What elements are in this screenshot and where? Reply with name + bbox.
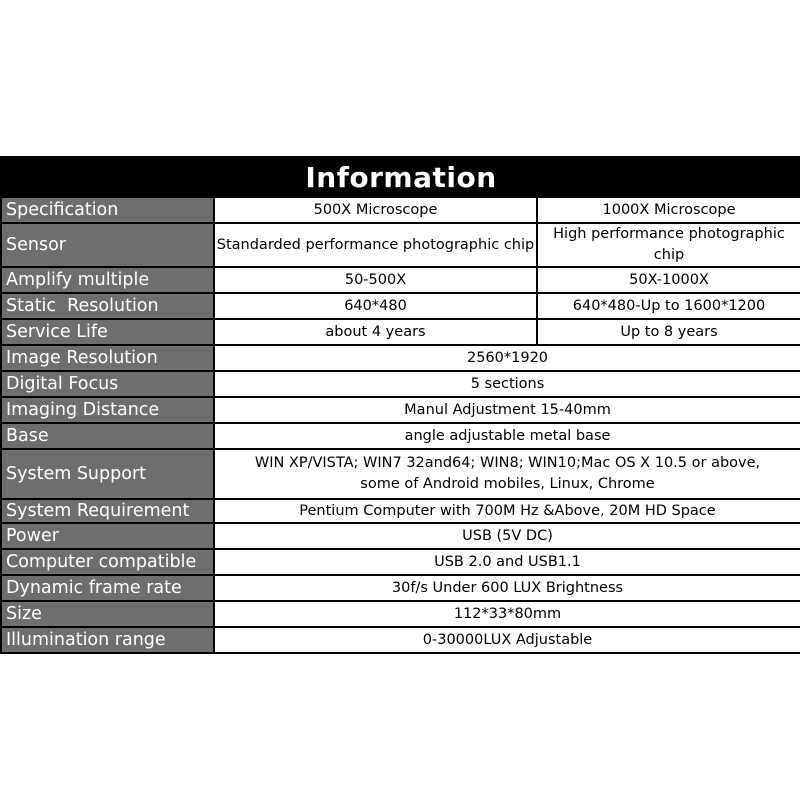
row-label: Computer compatible: [1, 549, 214, 575]
table-row: [1, 523, 800, 549]
row-value: 30f/s Under 600 LUX Brightness: [214, 575, 800, 601]
row-label: Service Life: [1, 319, 214, 345]
row-value: about 4 years: [214, 319, 537, 345]
row-value: 50X-1000X: [537, 267, 800, 293]
row-value: 640*480: [214, 293, 537, 319]
row-value: 1000X Microscope: [537, 197, 800, 223]
table-row: [1, 345, 800, 371]
row-value: 500X Microscope: [214, 197, 537, 223]
row-label: Imaging Distance: [1, 397, 214, 423]
row-label: Amplify multiple: [1, 267, 214, 293]
table-row: [1, 423, 800, 449]
table-row: [1, 223, 800, 267]
row-value: Pentium Computer with 700M Hz &Above, 20M HD Space: [214, 499, 800, 523]
title-row: [1, 157, 800, 197]
table-row: [1, 499, 800, 523]
row-value: angle adjustable metal base: [214, 423, 800, 449]
table-row: [1, 397, 800, 423]
row-label: Dynamic frame rate: [1, 575, 214, 601]
row-label: Specification: [1, 197, 214, 223]
row-label: Base: [1, 423, 214, 449]
row-value: USB 2.0 and USB1.1: [214, 549, 800, 575]
row-value: WIN XP/VISTA; WIN7 32and64; WIN8; WIN10;Mac OS X 10.5 or above, some of Android mobiles, Linux, Chrome: [214, 449, 800, 499]
table-row: [1, 319, 800, 345]
row-value: Manul Adjustment 15-40mm: [214, 397, 800, 423]
row-value: 640*480-Up to 1600*1200: [537, 293, 800, 319]
row-label: Static Resolution: [1, 293, 214, 319]
row-label: Sensor: [1, 223, 214, 267]
row-label: Size: [1, 601, 214, 627]
table-row: [1, 197, 800, 223]
row-value: USB (5V DC): [214, 523, 800, 549]
table-row: [1, 293, 800, 319]
row-value: 112*33*80mm: [214, 601, 800, 627]
table-row: [1, 549, 800, 575]
table-row: [1, 601, 800, 627]
table-row: [1, 267, 800, 293]
table-row: [1, 449, 800, 499]
row-value: 50-500X: [214, 267, 537, 293]
row-label: Image Resolution: [1, 345, 214, 371]
table-row: [1, 371, 800, 397]
row-value: Up to 8 years: [537, 319, 800, 345]
row-label: Illumination range: [1, 627, 214, 653]
table-title: Information: [1, 157, 800, 197]
spec-table-body: [1, 157, 800, 653]
spec-table: [0, 156, 800, 654]
row-value: Standarded performance photographic chip: [214, 223, 537, 267]
row-value: 0-30000LUX Adjustable: [214, 627, 800, 653]
row-value: 2560*1920: [214, 345, 800, 371]
row-label: Digital Focus: [1, 371, 214, 397]
table-row: [1, 627, 800, 653]
row-value: 5 sections: [214, 371, 800, 397]
row-label: Power: [1, 523, 214, 549]
row-label: System Support: [1, 449, 214, 499]
table-row: [1, 575, 800, 601]
row-label: System Requirement: [1, 499, 214, 523]
row-value: High performance photographic chip: [537, 223, 800, 267]
